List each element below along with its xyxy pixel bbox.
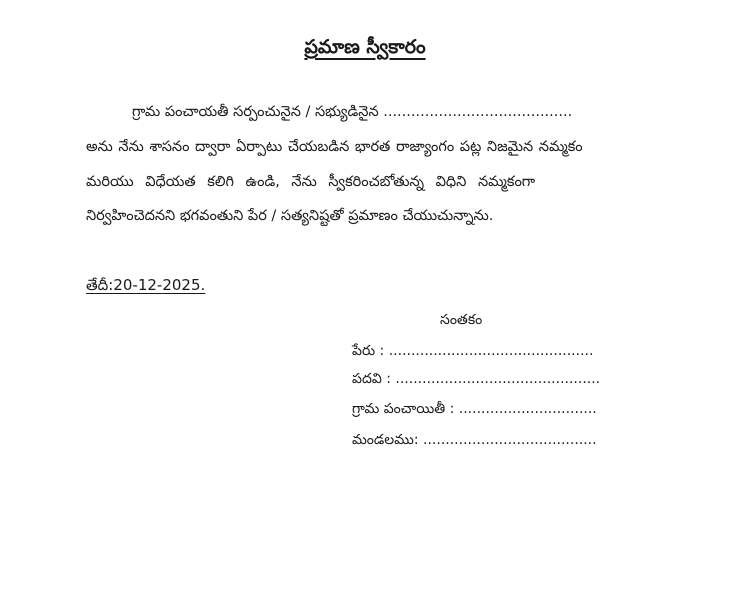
date-text: తేదీ:20-12-2025. bbox=[86, 276, 206, 294]
document-title-text: ప్రమాణ స్వీకారం bbox=[304, 36, 426, 58]
date-line bbox=[86, 276, 205, 298]
oath-line-3: మరియు విధేయత కలిగి ఉండి, నేను స్వీకరించబోతున్న విధిని నమ్మకంగా bbox=[86, 174, 536, 190]
oath-line-4: నిర్వహించెదనని భగవంతుని పేర / సత్యనిష్టతో ప్రమాణం చేయుచున్నాను. bbox=[86, 208, 494, 224]
oath-line-2: అను నేను శాసనం ద్వారా ఏర్పాటు చేయబడిన భారత రాజ్యాంగం పట్ల నిజమైన నమ్మకం bbox=[86, 139, 583, 155]
oath-line-1: గ్రామ పంచాయతీ సర్పంచునైన / సభ్యుడినైన ......................................... bbox=[132, 104, 573, 120]
name-field: పేరు : .............................................. bbox=[352, 343, 594, 359]
mandal-field: మండలము: ....................................... bbox=[352, 432, 597, 448]
document-title bbox=[0, 36, 730, 63]
gram-panchayat-field: గ్రామ పంచాయితీ : ............................... bbox=[352, 401, 597, 417]
designation-field: పదవి : .............................................. bbox=[352, 371, 601, 387]
signature-label: సంతకం bbox=[440, 312, 483, 328]
